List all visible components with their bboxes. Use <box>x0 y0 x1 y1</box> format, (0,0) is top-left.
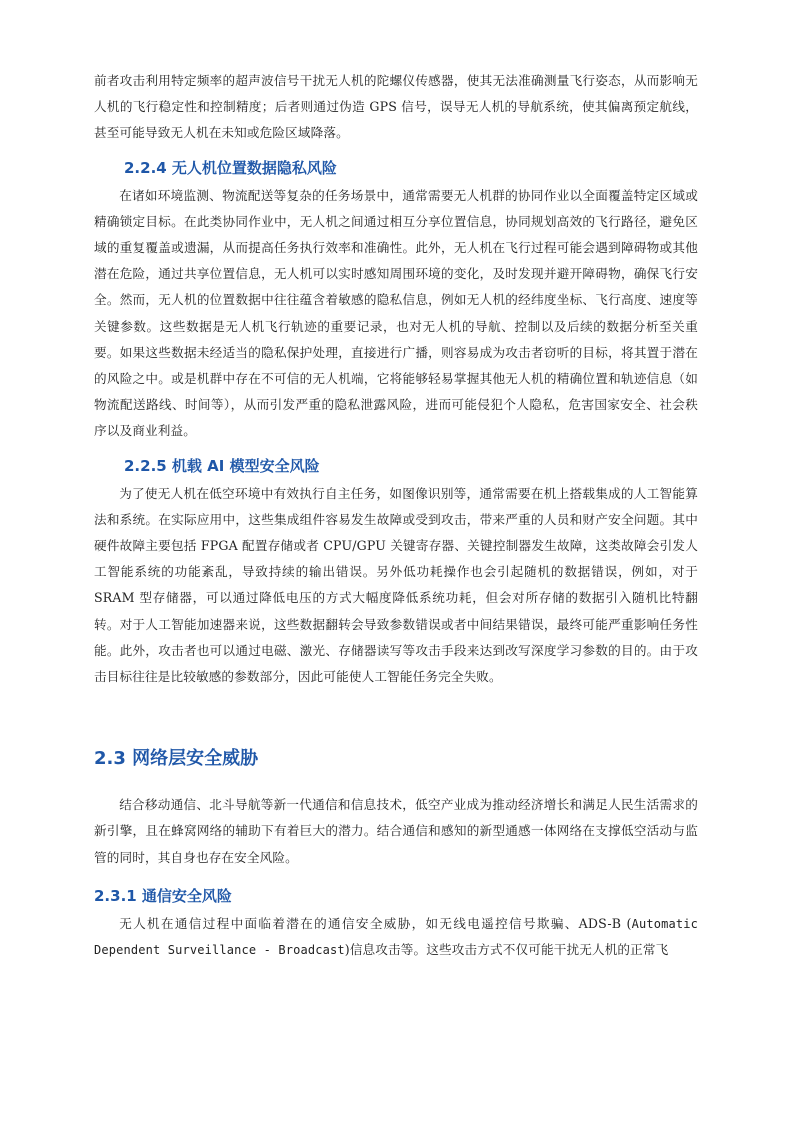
heading-2-2-5: 2.2.5 机载 AI 模型安全风险 <box>124 456 320 475</box>
paragraph-intro-continuation: 前者攻击利用特定频率的超声波信号干扰无人机的陀螺仪传感器，使其无法准确测量飞行姿态，从而影响无人机的飞行稳定性和控制精度；后者则通过伪造 GPS 信号，误导无人机的导航系统，使其偏离预定航线，甚至可能导致无人机在未知或危险区域降落。 <box>94 73 698 141</box>
paragraph-communication-risk <box>94 911 698 963</box>
heading-2-3: 2.3 网络层安全威胁 <box>94 748 259 770</box>
paragraph-onboard-ai: 为了使无人机在低空环境中有效执行自主任务，如图像识别等，通常需要在机上搭载集成的人工智能算法和系统。在实际应用中，这些集成组件容易发生故障或受到攻击，带来严重的人员和财产安全问题。其中硬件故障主要包括 FPGA 配置存储或者 CPU/GPU 关键寄存器、关键控制器发生故障，这类故障会引发人工智能系统的功能紊乱，导致持续的输出错误。另外低功耗操作也会引起随机的数据错误，例如，对于 SRAM 型存储器，可以通过降低电压的方式大幅度降低系统功耗，但会对所存储的数据引入随机比特翻转。对于人工智能加速器来说，这些数据翻转会导致参数错误或者中间结果错误，最终可能严重影响任务性能。此外，攻击者也可以通过电磁、激光、存储器读写等攻击手段来达到改写深度学习参数的目的。由于攻击目标往往是比较敏感的参数部分，因此可能使人工智能任务完全失败。 <box>94 485 698 685</box>
paragraph-network-layer: 结合移动通信、北斗导航等新一代通信和信息技术，低空产业成为推动经济增长和满足人民生活需求的新引擎，且在蜂窝网络的辅助下有着巨大的潜力。结合通信和感知的新型通感一体网络在支撑低空活动与监管的同时，其自身也存在安全风险。 <box>94 797 698 865</box>
ads-b-full-name: Automatic Dependent Surveillance - Broadcast <box>94 916 698 958</box>
text-segment: )信息攻击等。这些攻击方式不仅可能干扰无人机的正常飞 <box>344 942 669 958</box>
text-segment: 无人机在通信过程中面临着潜在的通信安全威胁，如无线电遥控信号欺骗、ADS-B ( <box>119 915 632 931</box>
heading-2-2-4: 2.2.4 无人机位置数据隐私风险 <box>124 158 337 177</box>
paragraph-location-privacy: 在诸如环境监测、物流配送等复杂的任务场景中，通常需要无人机群的协同作业以全面覆盖特定区域或精确锁定目标。在此类协同作业中，无人机之间通过相互分享位置信息，协同规划高效的飞行路径，避免区域的重复覆盖或遗漏，从而提高任务执行效率和准确性。此外，无人机在飞行过程可能会遇到障碍物或其他潜在危险，通过共享位置信息，无人机可以实时感知周围环境的变化，及时发现并避开障碍物，确保飞行安全。然而，无人机的位置数据中往往蕴含着敏感的隐私信息，例如无人机的经纬度坐标、飞行高度、速度等关键参数。这些数据是无人机飞行轨迹的重要记录，也对无人机的导航、控制以及后续的数据分析至关重要。如果这些数据未经适当的隐私保护处理，直接进行广播，则容易成为攻击者窃听的目标，将其置于潜在的风险之中。或是机群中存在不可信的无人机端，它将能够轻易掌握其他无人机的精确位置和轨迹信息（如物流配送路线、时间等），从而引发严重的隐私泄露风险，进而可能侵犯个人隐私，危害国家安全、社会秩序以及商业利益。 <box>94 187 698 439</box>
heading-2-3-1: 2.3.1 通信安全风险 <box>94 886 232 905</box>
